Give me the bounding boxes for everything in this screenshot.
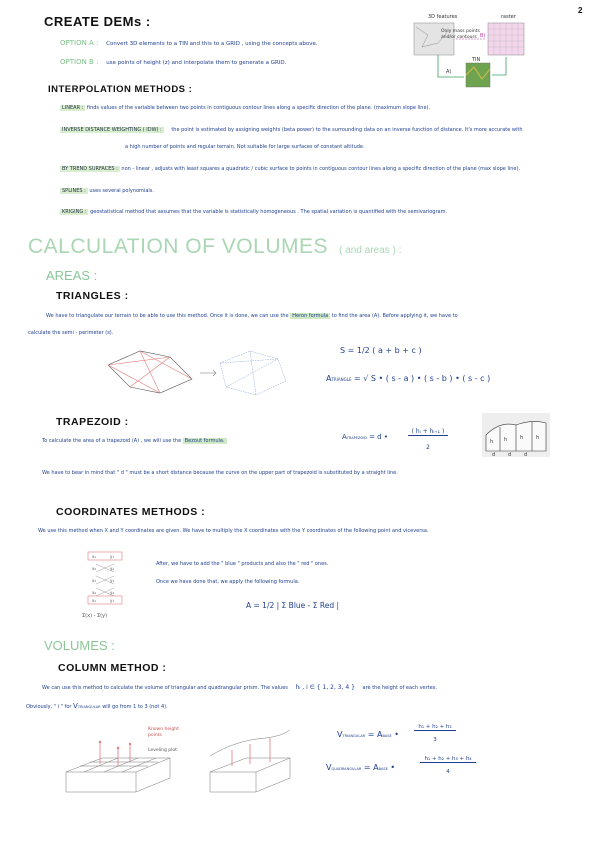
trapezoid-formula xyxy=(342,433,388,441)
coords-text-2: After, we have to add the " blue " products and also the " red " ones. xyxy=(156,561,329,567)
trapezoid-text-2: We have to bear in mind that " d " must be a short distance because the curve on the upper part of trapezoid is substituted by a straight line. xyxy=(42,470,398,476)
triangles-text-1b: to find the area (A). Before applying it, we have to xyxy=(331,313,458,319)
coords-title: COORDINATES METHODS : xyxy=(56,506,206,518)
coords-text-3: Once we have done that, we apply the following formula. xyxy=(156,579,300,585)
interpolation-title: INTERPOLATION METHODS : xyxy=(48,84,193,95)
column-text-2d: will go from 1 to 3 (not 4). xyxy=(102,704,168,710)
trapezoid-formula-label: A xyxy=(342,433,347,441)
option-a-line xyxy=(60,39,318,48)
triangles-title: TRIANGLES : xyxy=(56,290,129,302)
dem-conversion-diagram xyxy=(408,13,530,91)
coords-cross-diagram xyxy=(80,548,140,618)
svg-text:x₂: x₂ xyxy=(92,566,96,571)
triangles-text-2: calculate the semi - perimeter (s). xyxy=(28,330,114,336)
svg-text:h: h xyxy=(504,437,508,443)
svg-text:d: d xyxy=(492,452,496,457)
triangles-text-1a: We have to triangulate our terrain to be able to use this method. Once it is done, we can use the xyxy=(46,313,289,319)
trapezoid-text-1a: To calculate the area of a trapezoid (A) , we will use the xyxy=(42,438,182,444)
triangles-text-1 xyxy=(46,313,586,320)
coords-text-1: We use this method when X and Y coordinates are given. We have to multiply the X coordinates with the Y coordinates of the following point and viceversa. xyxy=(38,528,429,534)
spline-text: uses several polynomials. xyxy=(89,188,154,194)
svg-text:h: h xyxy=(490,439,494,445)
column-text-1a: We can use this method to calculate the volume of triangular and quadrangular prism. The values xyxy=(42,685,288,691)
heron-formula-highlight: Heron formula xyxy=(292,313,329,319)
leveling-plot-label: Leveling plot xyxy=(148,748,177,753)
svg-text:x₁: x₁ xyxy=(92,554,96,559)
trend-text: non - linear , adjusts with least squares a quadratic / cubic surface to points in contiguous contour lines along a specific direction of the plane (max slope line). xyxy=(121,166,521,172)
svg-text:y₂: y₂ xyxy=(110,566,114,571)
vquad-numerator: h₁ + h₂ + h₃ + h₄ xyxy=(420,756,476,763)
svg-text:x₁: x₁ xyxy=(92,598,96,603)
arrow-b-label: B) xyxy=(480,33,486,39)
arrow-a-label: A) xyxy=(446,69,452,75)
option-a-text: Convert 3D elements to a TIN and this to a GRID , using the concepts above. xyxy=(106,41,318,47)
column-text-1c: are the height of each vertex. xyxy=(362,685,438,691)
option-b-line xyxy=(60,58,286,67)
spline-item xyxy=(60,188,154,195)
vquad-label: V xyxy=(326,763,332,772)
idw-label: INVERSE DISTANCE WEIGHTING ( IDW) : xyxy=(62,127,162,133)
vtri-sub: TRIANGULAR xyxy=(342,734,366,738)
vtri-denominator: 3 xyxy=(433,737,437,743)
trapezoid-numerator: ( hᵢ + hᵢ₊₁ ) xyxy=(408,428,448,436)
svg-text:h: h xyxy=(536,435,540,441)
trapezoid-formula-sub: TRAPEZOID xyxy=(346,436,367,440)
triangulation-sketch xyxy=(100,345,290,400)
vquad-mid-sub: BASE xyxy=(378,767,388,771)
volumes-heading-subtitle: ( and areas ) : xyxy=(339,245,402,256)
column-text-1b: hᵢ , i ∈ { 1, 2, 3, 4 } xyxy=(295,684,355,691)
trapezoid-sketch xyxy=(482,413,550,457)
trapezoid-formula-rhs: = d • xyxy=(369,433,388,441)
vtri-mid-sub: BASE xyxy=(382,734,392,738)
kriging-item xyxy=(60,209,580,216)
svg-text:y₃: y₃ xyxy=(110,578,114,583)
coords-sum-label: Σ(x) - Σ(y) xyxy=(82,613,108,619)
raster-label: raster xyxy=(501,14,516,20)
heron-area-rhs: = √ S • ( s - a ) • ( s - b ) • ( s - c ) xyxy=(354,374,491,383)
volumes-title: VOLUMES : xyxy=(44,638,115,653)
heron-area-sub: TRIANGLE xyxy=(331,377,352,382)
svg-text:d: d xyxy=(524,452,528,457)
vtri-label: V xyxy=(337,730,343,739)
vquad-formula: VQUADRANGULAR = ABASE • xyxy=(326,763,396,772)
areas-title: AREAS : xyxy=(46,268,98,283)
option-a-label: OPTION A : xyxy=(60,39,99,47)
vtri-numerator: h₁ + h₂ + h₃ xyxy=(414,724,456,731)
svg-text:x₃: x₃ xyxy=(92,578,96,583)
column-text-2c: TRIANGULAR xyxy=(77,705,101,709)
semi-perimeter-formula: S = 1/2 ( a + b + c ) xyxy=(340,346,422,355)
idw-text: the point is estimated by assigning weights (beta power) to the surrounding data on an inverse function of distance. It's more accurate with xyxy=(171,127,523,133)
vquad-sub: QUADRANGULAR xyxy=(331,767,362,771)
column-text-2a: Obviously, " i " for xyxy=(26,704,72,710)
trapezoid-text-1 xyxy=(42,438,227,445)
trend-item xyxy=(60,166,585,173)
svg-text:y₁: y₁ xyxy=(110,554,114,559)
coords-formula: A = 1/2 | Σ Blue - Σ Red | xyxy=(246,601,340,610)
linear-label: LINEAR : xyxy=(62,105,84,111)
vquad-mid: = A xyxy=(363,763,379,772)
trapezoid-denominator: 2 xyxy=(426,444,430,451)
tin-label: TIN xyxy=(472,57,481,63)
trend-label: BY TREND SURFACES : xyxy=(62,166,118,172)
svg-text:x₄: x₄ xyxy=(92,590,96,595)
vtri-formula: VTRIANGULAR = ABASE • xyxy=(337,730,399,739)
column-text-1 xyxy=(42,684,587,692)
option-b-label: OPTION B : xyxy=(60,58,99,66)
page-number: 2 xyxy=(578,6,583,15)
create-dems-title: CREATE DEMs : xyxy=(44,14,151,29)
bezout-formula-highlight: Bezout formula. xyxy=(184,438,225,444)
volumes-heading xyxy=(28,235,401,259)
mass-points-label: Only mass points and/or contours xyxy=(441,29,480,40)
kriging-text: geostatistical method that assumes that the variable is statistically homogeneous . The spatial variation is quantified with the semivariogram. xyxy=(90,209,448,215)
svg-text:h: h xyxy=(520,435,524,441)
linear-text: finds values of the variable between two points in contiguous contour lines along a specific direction of the plane. (maximum slope line). xyxy=(86,105,431,111)
svg-text:y₄: y₄ xyxy=(110,590,114,595)
vquad-denominator: 4 xyxy=(446,769,450,775)
column-text-2b: V xyxy=(73,702,78,710)
column-text-2 xyxy=(26,703,168,711)
trapezoid-title: TRAPEZOID : xyxy=(56,416,129,428)
heron-area-label: A xyxy=(326,374,332,383)
kriging-label: KRIGING : xyxy=(62,209,87,215)
idw-item xyxy=(60,127,580,134)
svg-text:d: d xyxy=(508,452,512,457)
heron-area-formula xyxy=(326,374,490,383)
idw-text-2: a high number of points and regular terrain. Not suitable for large surfaces of constant altitude. xyxy=(125,144,365,150)
svg-text:y₁: y₁ xyxy=(110,598,114,603)
spline-label: SPLINES : xyxy=(62,188,86,194)
option-b-text: use points of height (z) and interpolate them to generate a GRID. xyxy=(106,60,287,66)
known-height-label: Known height points xyxy=(148,727,179,738)
column-method-title: COLUMN METHOD : xyxy=(58,662,167,674)
volumes-heading-title: CALCULATION OF VOLUMES xyxy=(28,235,328,258)
features-label: 3D features xyxy=(428,14,458,20)
vtri-mid: = A xyxy=(367,730,383,739)
linear-item xyxy=(60,105,580,112)
